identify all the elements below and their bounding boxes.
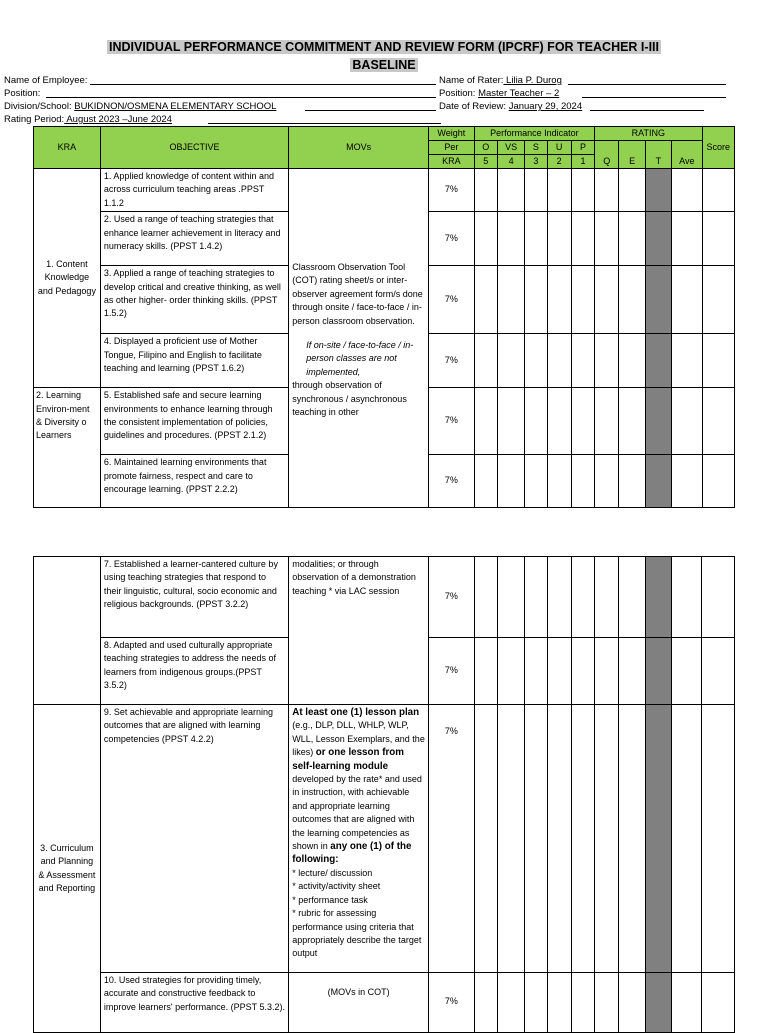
indicator-num: 2 xyxy=(547,155,571,169)
header-weight-1: Weight xyxy=(429,127,475,141)
review-date-line xyxy=(590,110,704,111)
objective-text: 10. Used strategies for providing timely, accurate and constructive feedback to improve learners' performance. (PPST 5.3.2). xyxy=(100,973,288,1033)
rating-input-cell xyxy=(497,169,524,212)
rating-t-cell xyxy=(645,388,671,455)
indicator-letter: VS xyxy=(497,141,524,155)
rating-input-cell xyxy=(571,557,594,638)
division-label: Division/School: xyxy=(4,101,72,112)
rating-input-cell xyxy=(525,638,547,705)
rater-position-value: Master Teacher – 2 xyxy=(478,88,560,99)
rating-t-cell xyxy=(645,266,671,334)
rating-input-cell xyxy=(702,169,735,212)
indicator-letter: O xyxy=(474,141,497,155)
review-date-label: Date of Review: xyxy=(439,101,509,112)
division-value: BUKIDNON/OSMENA ELEMENTARY SCHOOL xyxy=(74,101,277,112)
weight-cell: 7% xyxy=(429,973,475,1033)
rating-input-cell xyxy=(702,455,735,508)
position-line xyxy=(46,97,436,98)
rating-period-field xyxy=(4,114,172,125)
rating-input-cell xyxy=(571,169,594,212)
mov-cot-a: Classroom Observation Tool (COT) rating sheet/s or inter-observer agreement form/s done through onsite / face-to-face / in-person classroom observation. xyxy=(292,262,423,326)
rating-input-cell xyxy=(672,705,702,973)
indicator-letter: P xyxy=(571,141,594,155)
rating-t-cell xyxy=(645,455,671,508)
objective-text: 9. Set achievable and appropriate learning outcomes that are aligned with learning competencies (PPST 4.2.2) xyxy=(100,705,288,973)
rater-line xyxy=(568,84,726,85)
rating-input-cell xyxy=(672,334,702,388)
rating-input-cell xyxy=(547,388,571,455)
rating-input-cell xyxy=(619,334,645,388)
header-movs: MOVs xyxy=(289,127,429,169)
rating-col-ave: Ave xyxy=(672,141,702,169)
rating-input-cell xyxy=(595,455,619,508)
rating-input-cell xyxy=(619,455,645,508)
mov-cell-cot xyxy=(289,169,429,508)
header-weight-2: Per xyxy=(429,141,475,155)
indicator-num: 4 xyxy=(497,155,524,169)
rating-input-cell xyxy=(497,266,524,334)
rating-input-cell xyxy=(571,455,594,508)
rating-input-cell xyxy=(571,212,594,266)
form-title xyxy=(0,38,768,74)
rater-value: Lilia P. Durog xyxy=(503,75,562,86)
rating-input-cell xyxy=(619,169,645,212)
rating-input-cell xyxy=(672,638,702,705)
rating-input-cell xyxy=(525,455,547,508)
rating-input-cell xyxy=(702,705,735,973)
rating-input-cell xyxy=(672,388,702,455)
rating-t-cell xyxy=(645,638,671,705)
rating-input-cell xyxy=(547,455,571,508)
rating-input-cell xyxy=(619,388,645,455)
rating-input-cell xyxy=(497,557,524,638)
weight-cell: 7% xyxy=(429,638,475,705)
rater-label: Name of Rater: xyxy=(439,75,504,86)
objective-text: 7. Established a learner-cantered culture by using teaching strategies that respond to their linguistic, cultural, socio economic and religious backgrounds. (PPST 3.2.2) xyxy=(100,557,288,638)
rating-input-cell xyxy=(547,266,571,334)
rating-t-cell xyxy=(645,212,671,266)
indicator-letter: S xyxy=(525,141,547,155)
rating-t-cell xyxy=(645,705,671,973)
rating-input-cell xyxy=(497,455,524,508)
rating-input-cell xyxy=(702,212,735,266)
rating-period-line xyxy=(208,123,441,124)
rating-input-cell xyxy=(571,334,594,388)
rating-input-cell xyxy=(619,705,645,973)
objective-text: 2. Used a range of teaching strategies that enhance learner achievement in literacy and numeracy skills. (PPST 1.4.2) xyxy=(100,212,288,266)
objective-text: 6. Maintained learning environments that promote fairness, respect and care to encourage learning. (PPST 2.2.2) xyxy=(100,455,288,508)
rating-input-cell xyxy=(547,705,571,973)
rating-input-cell xyxy=(619,212,645,266)
employee-label: Name of Employee: xyxy=(4,75,88,86)
rating-input-cell xyxy=(525,169,547,212)
mov-cell-lesson-plan xyxy=(289,705,429,973)
header-kra: KRA xyxy=(34,127,101,169)
form-title-line2: BASELINE xyxy=(352,58,416,72)
objective-text: 4. Displayed a proficient use of Mother Tongue, Filipino and English to facilitate teaching and learning (PPST 1.6.2) xyxy=(100,334,288,388)
weight-cell: 7% xyxy=(429,266,475,334)
objective-text: 8. Adapted and used culturally appropriate teaching strategies to address the needs of learners from indigenous groups.(PPST 3.5.2) xyxy=(100,638,288,705)
rating-input-cell xyxy=(702,557,735,638)
rating-input-cell xyxy=(474,169,497,212)
mov-lp-bold-1: At least one (1) lesson plan xyxy=(292,707,420,718)
rating-input-cell xyxy=(547,212,571,266)
rating-input-cell xyxy=(595,557,619,638)
weight-cell: 7% xyxy=(429,388,475,455)
rating-input-cell xyxy=(525,334,547,388)
rating-t-cell xyxy=(645,334,671,388)
indicator-num: 3 xyxy=(525,155,547,169)
rating-input-cell xyxy=(547,169,571,212)
mov-cot-b-rest: through observation of synchronous / asynchronous teaching in other xyxy=(292,380,407,418)
rating-input-cell xyxy=(474,388,497,455)
rating-input-cell xyxy=(547,557,571,638)
weight-cell: 7% xyxy=(429,705,475,973)
rating-input-cell xyxy=(571,705,594,973)
rating-period-value: August 2023 –June 2024 xyxy=(64,114,172,125)
header-score: Score xyxy=(702,127,735,169)
objective-text: 5. Established safe and secure learning environments to enhance learning through the consistent implementation of policies, guidelines and procedures. (PPST 2.1.2) xyxy=(100,388,288,455)
mov-lp-item: * activity/activity sheet xyxy=(292,881,381,892)
kra-cell-continued xyxy=(34,557,101,705)
rating-input-cell xyxy=(547,334,571,388)
rating-input-cell xyxy=(547,638,571,705)
rating-input-cell xyxy=(474,212,497,266)
rating-input-cell xyxy=(497,638,524,705)
mov-lp-bold-3: any one (1) of the following: xyxy=(292,841,412,866)
rating-input-cell xyxy=(702,638,735,705)
rating-period-label: Rating Period: xyxy=(4,114,65,125)
rating-input-cell xyxy=(595,169,619,212)
rating-input-cell xyxy=(525,557,547,638)
rating-input-cell xyxy=(619,557,645,638)
rating-col-e: E xyxy=(619,141,645,169)
rating-input-cell xyxy=(474,334,497,388)
header-rating: RATING xyxy=(595,127,702,141)
rating-input-cell xyxy=(595,638,619,705)
mov-lp-1: (e.g., DLP, DLL, WHLP, WLP, WLL, Lesson Exemplars, and the likes) xyxy=(292,720,425,758)
header-weight-3: KRA xyxy=(429,155,475,169)
header-perf-indicator: Performance Indicator xyxy=(474,127,595,141)
division-line xyxy=(305,110,436,111)
mov-cell-cot-continued: modalities; or through observation of a demonstration teaching * via LAC session xyxy=(289,557,429,705)
objective-row xyxy=(34,557,735,638)
rating-input-cell xyxy=(619,266,645,334)
kra-cell: 1. Content Knowledge and Pedagogy xyxy=(34,169,101,388)
rating-input-cell xyxy=(595,388,619,455)
rating-input-cell xyxy=(702,266,735,334)
rater-position-field xyxy=(439,88,559,99)
rating-col-q: Q xyxy=(595,141,619,169)
rating-input-cell xyxy=(702,388,735,455)
rating-input-cell xyxy=(571,638,594,705)
rating-input-cell xyxy=(571,388,594,455)
position-field xyxy=(4,88,40,99)
objective-row xyxy=(34,705,735,973)
rating-input-cell xyxy=(474,705,497,973)
rater-field xyxy=(439,75,562,86)
kra-cell: 3. Curriculum and Planning & Assessment and Reporting xyxy=(34,705,101,1033)
indicator-letter: U xyxy=(547,141,571,155)
rating-input-cell xyxy=(525,388,547,455)
rating-input-cell xyxy=(497,212,524,266)
employee-field xyxy=(4,75,87,86)
ipcrf-table-page1 xyxy=(33,126,735,508)
rating-input-cell xyxy=(474,455,497,508)
objective-text: 3. Applied a range of teaching strategies to develop critical and creative thinking, as well as other higher- order thinking skills. (PPST 1.5.2) xyxy=(100,266,288,334)
header-row-1 xyxy=(34,127,735,141)
rating-input-cell xyxy=(595,705,619,973)
rating-input-cell xyxy=(525,212,547,266)
mov-cell-cot-ref: (MOVs in COT) xyxy=(289,973,429,1033)
rating-input-cell xyxy=(672,169,702,212)
mov-lp-bold-2: or one lesson from self-learning module xyxy=(292,747,404,772)
rater-position-line xyxy=(582,97,726,98)
weight-cell: 7% xyxy=(429,557,475,638)
ipcrf-table-page2 xyxy=(33,556,735,1033)
rating-input-cell xyxy=(672,266,702,334)
rating-input-cell xyxy=(619,638,645,705)
rating-t-cell xyxy=(645,169,671,212)
kra-cell: 2. Learning Environ-ment & Diversity o Learners xyxy=(34,388,101,508)
rating-input-cell xyxy=(525,705,547,973)
mov-lp-2: developed by the rate* and used in instruction, with achievable and appropriate learning outcomes that are aligned with the learning competencies as shown in xyxy=(292,774,422,852)
indicator-num: 5 xyxy=(474,155,497,169)
employee-line xyxy=(90,84,436,85)
review-date-value: January 29, 2024 xyxy=(508,101,583,112)
mov-lp-item: * rubric for assessing performance using criteria that appropriately describe the target output xyxy=(292,908,422,959)
rating-input-cell xyxy=(497,334,524,388)
rater-position-label: Position: xyxy=(439,88,479,99)
rating-input-cell xyxy=(497,388,524,455)
weight-cell: 7% xyxy=(429,212,475,266)
rating-input-cell xyxy=(525,266,547,334)
form-title-line1: INDIVIDUAL PERFORMANCE COMMITMENT AND REVIEW FORM (IPCRF) FOR TEACHER I-III xyxy=(109,40,659,54)
mov-lp-item: * performance task xyxy=(292,894,368,905)
weight-cell: 7% xyxy=(429,455,475,508)
mov-lp-item: * lecture/ discussion xyxy=(292,867,373,878)
rating-input-cell xyxy=(474,638,497,705)
rating-input-cell xyxy=(672,212,702,266)
division-field xyxy=(4,101,276,112)
rating-input-cell xyxy=(571,266,594,334)
rating-input-cell xyxy=(595,334,619,388)
rating-input-cell xyxy=(672,557,702,638)
mov-cot-b-italic: If on-site / face-to-face / in-person classes are not implemented, xyxy=(306,340,414,377)
rating-input-cell xyxy=(702,334,735,388)
header-objective: OBJECTIVE xyxy=(100,127,288,169)
rating-col-t: T xyxy=(645,141,671,169)
objective-row xyxy=(34,169,735,212)
indicator-num: 1 xyxy=(571,155,594,169)
rating-input-cell xyxy=(474,557,497,638)
weight-cell: 7% xyxy=(429,334,475,388)
weight-cell: 7% xyxy=(429,169,475,212)
objective-text: 1. Applied knowledge of content within and across curriculum teaching areas .PPST 1.1.2 xyxy=(100,169,288,212)
rating-input-cell xyxy=(497,705,524,973)
rating-input-cell xyxy=(474,266,497,334)
rating-input-cell xyxy=(595,266,619,334)
position-label: Position: xyxy=(4,88,41,99)
review-date-field xyxy=(439,101,582,112)
rating-input-cell xyxy=(672,455,702,508)
rating-t-cell xyxy=(645,557,671,638)
rating-input-cell xyxy=(595,212,619,266)
